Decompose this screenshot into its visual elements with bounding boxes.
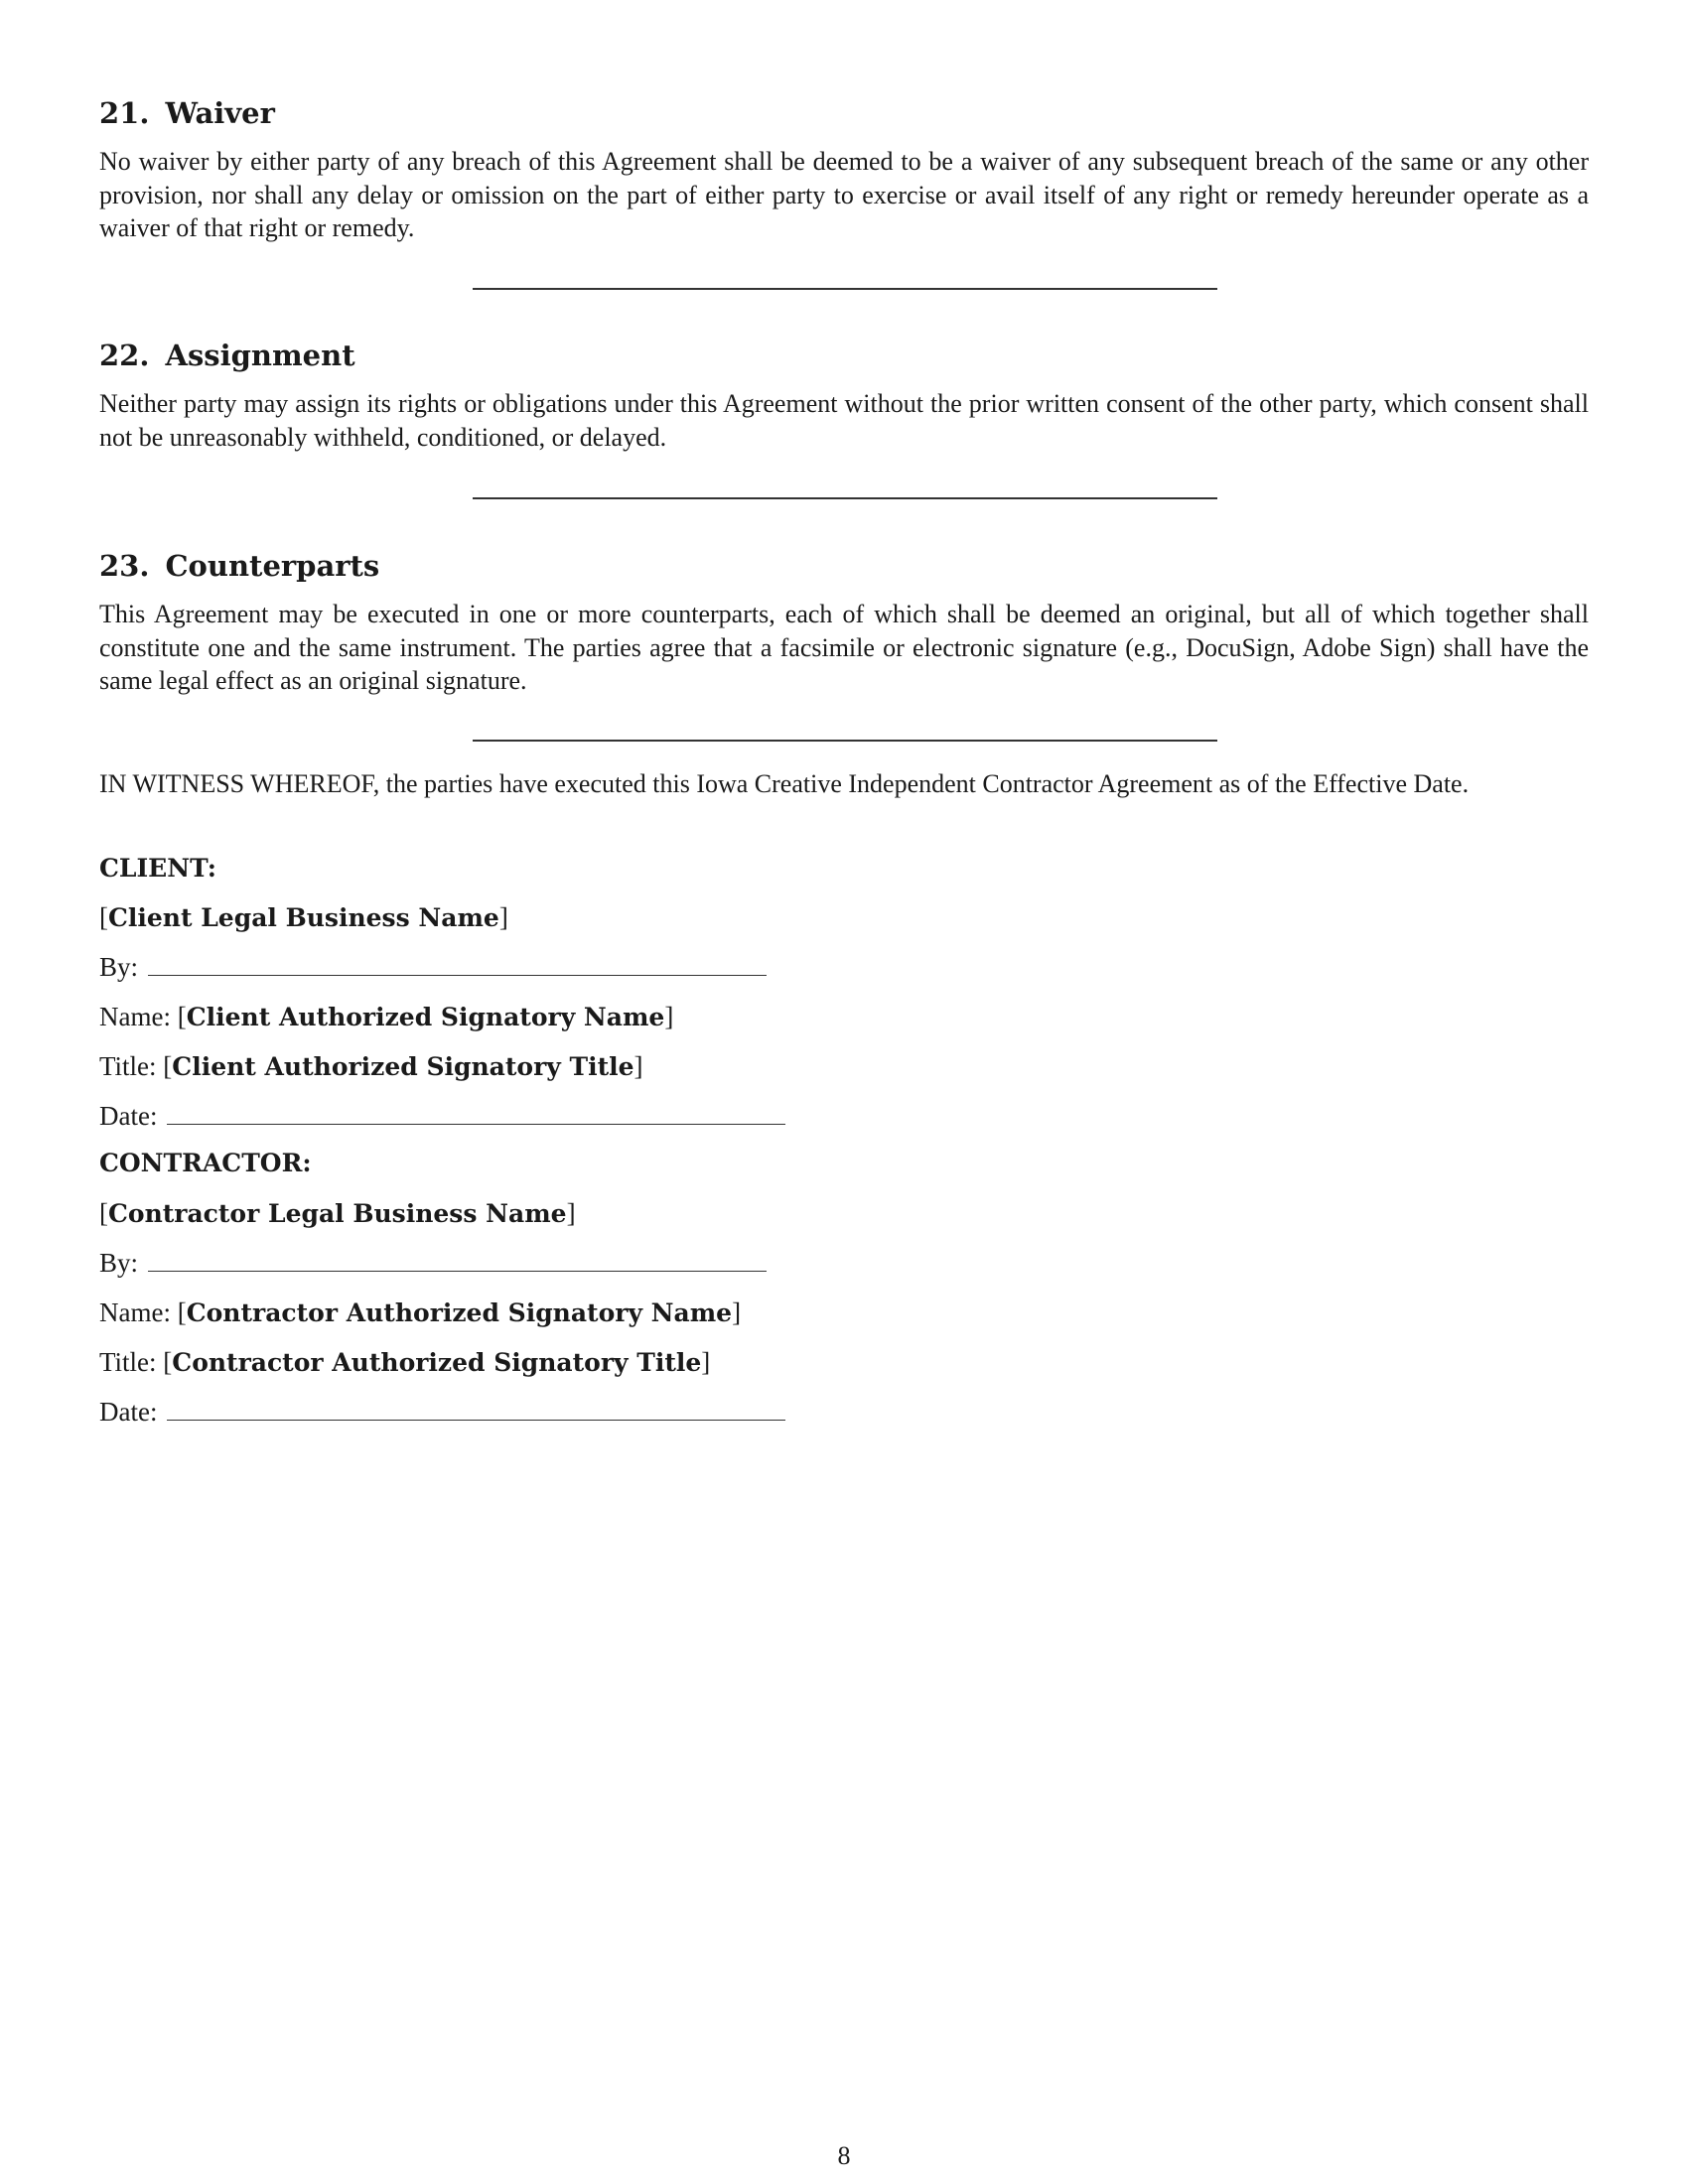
section-heading [99,338,1589,373]
contractor-title-value: Contractor Authorized Signatory Title [172,1348,702,1377]
section-number: 21. [99,96,150,130]
section-title: Waiver [165,96,275,130]
page-number: 8 [837,2141,851,2170]
client-name-row: Name: [Client Authorized Signatory Name] [99,1002,674,1031]
client-date-field[interactable] [167,1102,785,1125]
section-number: 22. [99,339,150,372]
contractor-date-row [99,1396,785,1428]
contractor-business-name-value: Contractor Legal Business Name [108,1199,567,1228]
section-body: Neither party may assign its rights or obligations under this Agreement without the prior written consent of the other party, which consent shall not be unreasonably withheld, conditioned, or delayed. [99,389,1589,452]
section-divider [473,497,1217,499]
section-divider [473,288,1217,290]
client-name-value: Client Authorized Signatory Name [186,1003,665,1031]
contractor-business-name: [Contractor Legal Business Name] [99,1198,576,1228]
contractor-title-label: Title: [99,1347,157,1377]
contractor-signature-field[interactable] [148,1249,767,1272]
section-title: Counterparts [165,549,380,583]
client-name-label: Name: [99,1002,171,1031]
contractor-title-row: Title: [Contractor Authorized Signatory Title] [99,1347,711,1377]
client-business-name: [Client Legal Business Name] [99,902,508,932]
client-title-row: Title: [Client Authorized Signatory Title] [99,1051,643,1081]
section-number: 23. [99,549,150,583]
section-body: This Agreement may be executed in one or more counterparts, each of which shall be deemed an original, but all of which together shall constitute one and the same instrument. The parties agree that a facsimile or electronic signature (e.g., DocuSign, Adobe Sign) shall have the same legal effect as an original signature. [99,600,1589,695]
contractor-label: CONTRACTOR: [99,1149,312,1177]
section-body: No waiver by either party of any breach of this Agreement shall be deemed to be a waiver of any subsequent breach of the same or any other provision, nor shall any delay or omission on the part of either party to exercise or avail itself of any right or remedy hereunder operate as a waiver of that right or remedy. [99,147,1589,242]
client-title-value: Client Authorized Signatory Title [172,1052,634,1081]
contractor-name-row: Name: [Contractor Authorized Signatory Name] [99,1297,742,1327]
contractor-by-row [99,1247,767,1279]
contractor-date-field[interactable] [167,1398,785,1421]
section-title: Assignment [165,339,355,372]
client-by-label: By: [99,952,139,982]
client-label: CLIENT: [99,854,217,883]
client-by-row [99,951,767,983]
section-heading [99,548,1589,584]
section-divider [473,740,1217,742]
contractor-by-label: By: [99,1248,139,1278]
contractor-name-label: Name: [99,1297,171,1327]
section-heading [99,95,1589,131]
contractor-date-label: Date: [99,1397,158,1427]
client-date-label: Date: [99,1101,158,1131]
client-title-label: Title: [99,1051,157,1081]
section-counterparts [99,548,1589,698]
client-business-name-value: Client Legal Business Name [108,903,499,932]
contractor-name-value: Contractor Authorized Signatory Name [186,1298,733,1327]
client-signature-field[interactable] [148,953,767,976]
witness-statement: IN WITNESS WHEREOF, the parties have executed this Iowa Creative Independent Contractor Agreement as of the Effective Date. [99,769,1470,798]
section-assignment [99,338,1589,454]
client-date-row [99,1100,785,1132]
section-waiver [99,95,1589,245]
